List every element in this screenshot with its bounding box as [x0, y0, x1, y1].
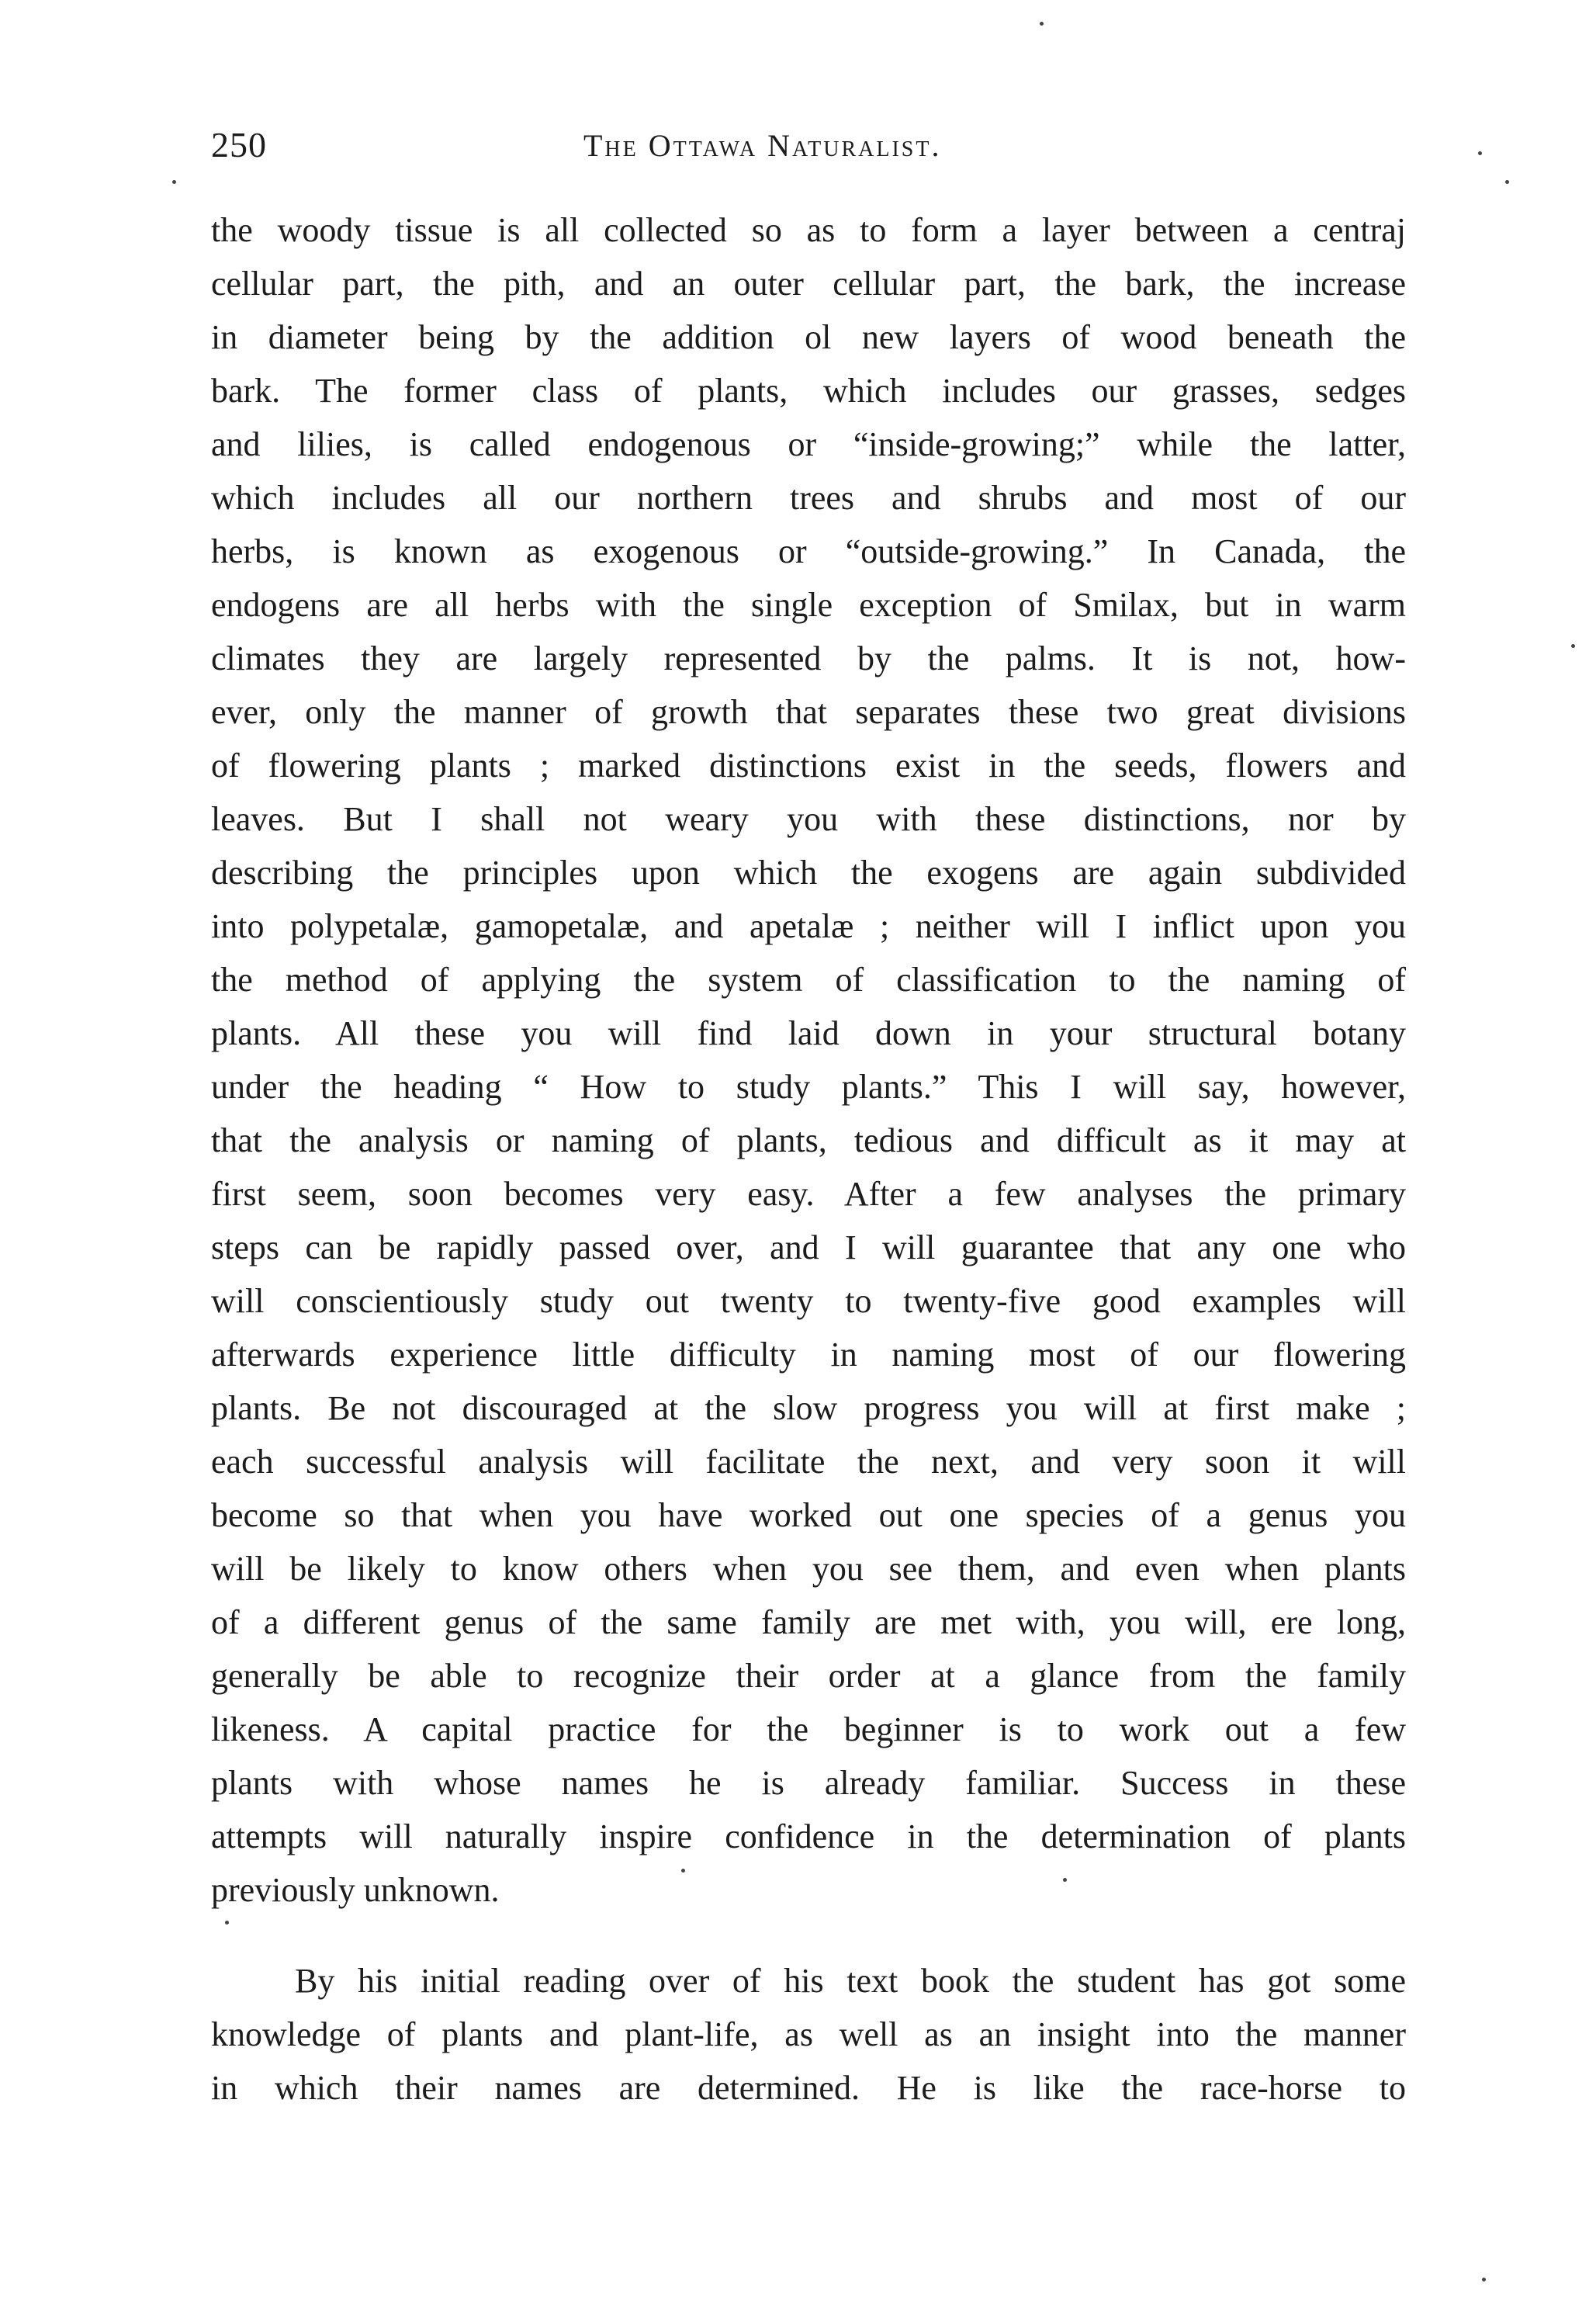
text-line: the woody tissue is all collected so as to form a layer between a centraj — [211, 211, 1406, 249]
text-line: into polypetalæ, gamopetalæ, and apetalæ ; neither will I inflict upon you — [211, 907, 1406, 945]
text-line: likeness. A capital practice for the beginner is to work out a few — [211, 1710, 1406, 1748]
scan-speck — [1478, 151, 1482, 155]
journal-title: The Ottawa Naturalist. — [583, 128, 942, 163]
scan-speck — [681, 1869, 685, 1873]
text-line: herbs, is known as exogenous or “outside-growing.” In Canada, the — [211, 532, 1406, 570]
text-line: cellular part, the pith, and an outer cellular part, the bark, the increase — [211, 265, 1406, 303]
running-head — [211, 124, 1406, 171]
paragraph-2 — [211, 1954, 1406, 2115]
text-line: and lilies, is called endogenous or “inside-growing;” while the latter, — [211, 425, 1406, 463]
text-line: in diameter being by the addition ol new layers of wood beneath the — [211, 318, 1406, 356]
paragraph-1 — [211, 203, 1406, 1917]
text-line: plants. All these you will find laid down in your structural botany — [211, 1014, 1406, 1052]
text-line: knowledge of plants and plant-life, as well as an insight into the manner — [211, 2015, 1406, 2053]
text-line: in which their names are determined. He is like the race-horse to — [211, 2069, 1406, 2107]
scan-speck — [225, 1921, 229, 1925]
text-line: steps can be rapidly passed over, and I will guarantee that any one who — [211, 1228, 1406, 1266]
text-line: that the analysis or naming of plants, tedious and difficult as it may at — [211, 1121, 1406, 1159]
text-line: of flowering plants ; marked distinctions exist in the seeds, flowers and — [211, 747, 1406, 785]
text-line: leaves. But I shall not weary you with these distinctions, nor by — [211, 800, 1406, 838]
text-line: the method of applying the system of classification to the naming of — [211, 961, 1406, 999]
scan-speck — [1482, 2278, 1486, 2281]
text-line: become so that when you have worked out one species of a genus you — [211, 1496, 1406, 1534]
text-line: endogens are all herbs with the single exception of Smilax, but in warm — [211, 586, 1406, 624]
text-line: which includes all our northern trees and shrubs and most of our — [211, 479, 1406, 517]
text-line: will be likely to know others when you see them, and even when plants — [211, 1550, 1406, 1588]
text-line: under the heading “ How to study plants.” This I will say, however, — [211, 1068, 1406, 1106]
text-line: plants with whose names he is already familiar. Success in these — [211, 1764, 1406, 1802]
text-line: first seem, soon becomes very easy. After a few analyses the primary — [211, 1175, 1406, 1213]
text-line: describing the principles upon which the exogens are again subdivided — [211, 854, 1406, 892]
scan-speck — [1505, 180, 1509, 184]
text-line: ever, only the manner of growth that separates these two great divisions — [211, 693, 1406, 731]
text-line: will conscientiously study out twenty to twenty-five good examples will — [211, 1282, 1406, 1320]
text-line: climates they are largely represented by the palms. It is not, how- — [211, 639, 1406, 677]
text-line: of a different genus of the same family are met with, you will, ere long, — [211, 1603, 1406, 1641]
text-line: afterwards experience little difficulty in naming most of our flowering — [211, 1336, 1406, 1374]
scan-speck — [1063, 1878, 1067, 1882]
text-line: plants. Be not discouraged at the slow progress you will at first make ; — [211, 1389, 1406, 1427]
text-line: each successful analysis will facilitate the next, and very soon it will — [211, 1443, 1406, 1481]
scan-speck — [172, 180, 176, 184]
scan-speck — [1040, 22, 1044, 26]
text-line: generally be able to recognize their order at a glance from the family — [211, 1657, 1406, 1695]
paragraph-gap — [211, 1917, 1406, 1954]
page-number: 250 — [211, 125, 267, 165]
scan-speck — [1571, 644, 1575, 648]
text-line: attempts will naturally inspire confidence in the determination of plants — [211, 1817, 1406, 1855]
text-line: By his initial reading over of his text book the student has got some — [295, 1962, 1406, 2000]
text-line: previously unknown. — [211, 1871, 500, 1909]
body-text — [211, 203, 1406, 2115]
text-line: bark. The former class of plants, which includes our grasses, sedges — [211, 372, 1406, 410]
